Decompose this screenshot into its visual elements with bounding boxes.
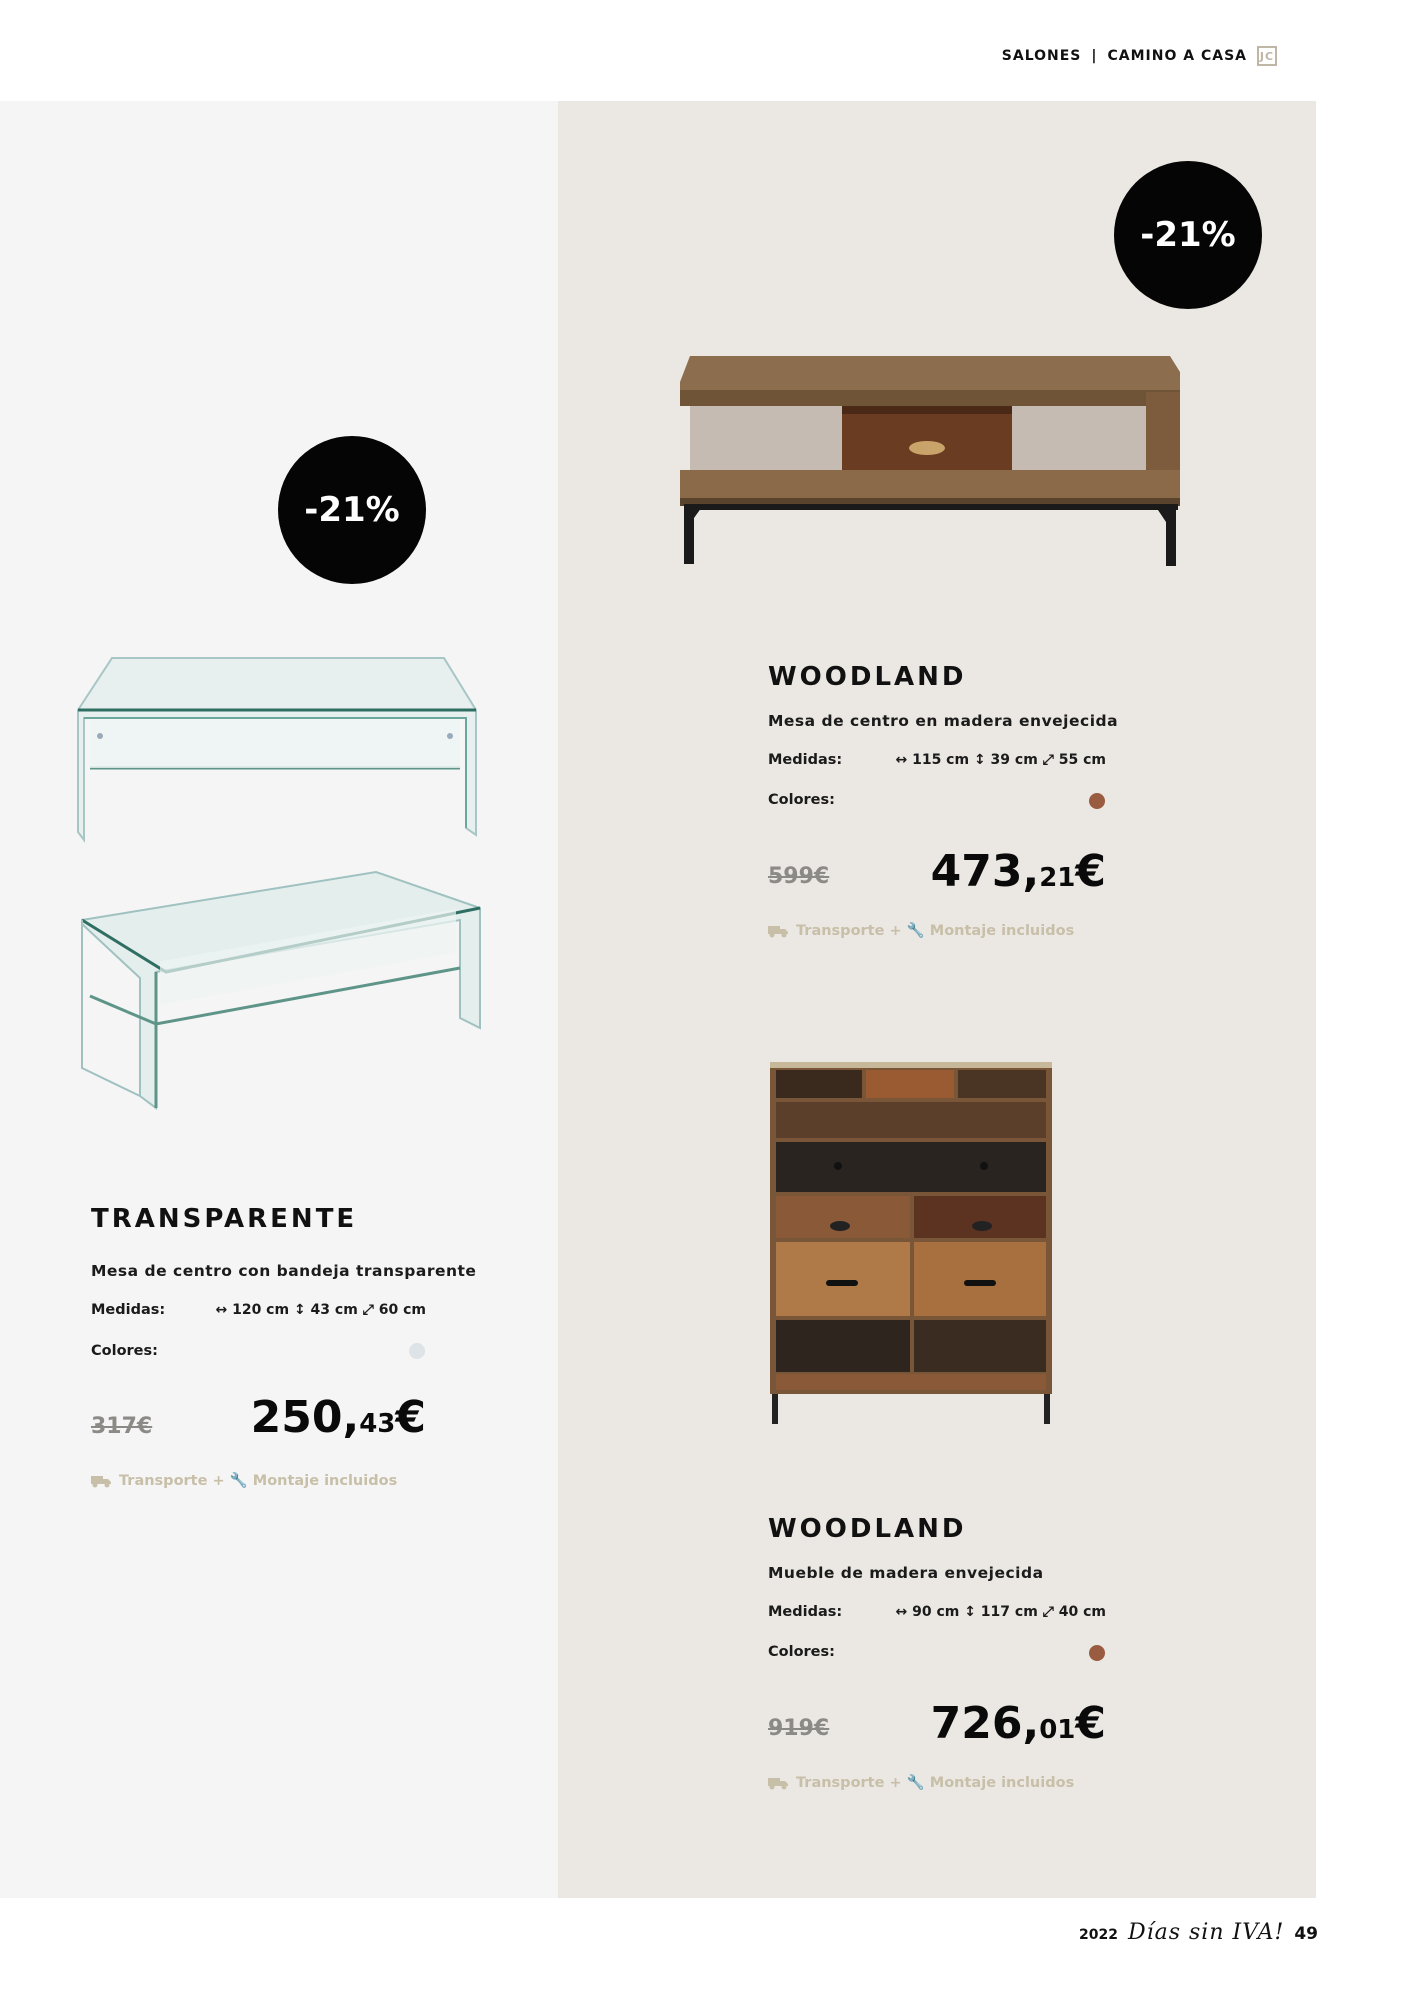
old-price: 317€ bbox=[91, 1414, 153, 1439]
price-currency: € bbox=[395, 1392, 426, 1443]
current-price bbox=[931, 1698, 1106, 1749]
product-subtitle: Mesa de centro en madera envejecida bbox=[768, 712, 1119, 730]
transport-text: Transporte + 🔧 Montaje incluidos bbox=[119, 1473, 398, 1489]
glass-table-side-image bbox=[72, 650, 488, 846]
product-title: WOODLAND bbox=[768, 1514, 967, 1544]
product-subtitle: Mesa de centro con bandeja transparente bbox=[91, 1262, 477, 1280]
color-swatch-clear[interactable] bbox=[409, 1343, 425, 1359]
colors-label: Colores: bbox=[91, 1343, 158, 1359]
measures-value: ↔ 90 cm ↕ 117 cm ⤢ 40 cm bbox=[895, 1604, 1106, 1620]
price-integer: 726, bbox=[930, 1698, 1040, 1749]
discount-badge: -21% bbox=[278, 436, 426, 584]
old-price: 599€ bbox=[768, 864, 830, 889]
old-price: 919€ bbox=[768, 1716, 830, 1741]
wooden-cabinet-image bbox=[768, 1060, 1054, 1430]
page-header bbox=[1002, 44, 1277, 68]
colors-label: Colores: bbox=[768, 792, 835, 808]
page-footer bbox=[1079, 1920, 1318, 1945]
footer-brand: Días sin IVA! bbox=[1127, 1920, 1285, 1945]
price-cents: 21 bbox=[1039, 863, 1076, 893]
transport-info bbox=[768, 922, 1074, 939]
product-subtitle: Mueble de madera envejecida bbox=[768, 1564, 1044, 1582]
measures-label: Medidas: bbox=[768, 752, 843, 768]
footer-year: 2022 bbox=[1078, 1927, 1118, 1943]
product-title: TRANSPARENTE bbox=[91, 1204, 358, 1234]
category-label: CAMINO A CASA bbox=[1107, 48, 1247, 64]
discount-badge: -21% bbox=[1114, 161, 1262, 309]
truck-icon bbox=[768, 1776, 788, 1790]
measures-label: Medidas: bbox=[768, 1604, 843, 1620]
page-number: 49 bbox=[1294, 1924, 1318, 1944]
wooden-coffee-table-image bbox=[676, 352, 1186, 570]
transport-info bbox=[91, 1472, 397, 1489]
colors-label: Colores: bbox=[768, 1644, 835, 1660]
header-separator: | bbox=[1091, 48, 1098, 64]
measures-label: Medidas: bbox=[91, 1302, 166, 1318]
price-cents: 43 bbox=[359, 1409, 396, 1439]
price-cents: 01 bbox=[1039, 1715, 1076, 1745]
current-price bbox=[251, 1392, 426, 1443]
price-currency: € bbox=[1075, 1698, 1106, 1749]
transport-info bbox=[768, 1774, 1074, 1791]
product-title: WOODLAND bbox=[768, 662, 967, 692]
truck-icon bbox=[768, 924, 788, 938]
price-currency: € bbox=[1075, 846, 1106, 897]
glass-table-perspective-image bbox=[76, 868, 488, 1114]
section-label: SALONES bbox=[1001, 48, 1082, 64]
current-price bbox=[931, 846, 1106, 897]
color-swatch-wood[interactable] bbox=[1089, 793, 1105, 809]
price-integer: 250, bbox=[250, 1392, 360, 1443]
jc-logo-icon: JC bbox=[1257, 46, 1277, 66]
measures-value: ↔ 115 cm ↕ 39 cm ⤢ 55 cm bbox=[895, 752, 1106, 768]
price-integer: 473, bbox=[930, 846, 1040, 897]
truck-icon bbox=[91, 1474, 111, 1488]
transport-text: Transporte + 🔧 Montaje incluidos bbox=[796, 923, 1075, 939]
measures-value: ↔ 120 cm ↕ 43 cm ⤢ 60 cm bbox=[215, 1302, 426, 1318]
transport-text: Transporte + 🔧 Montaje incluidos bbox=[796, 1775, 1075, 1791]
color-swatch-wood[interactable] bbox=[1089, 1645, 1105, 1661]
